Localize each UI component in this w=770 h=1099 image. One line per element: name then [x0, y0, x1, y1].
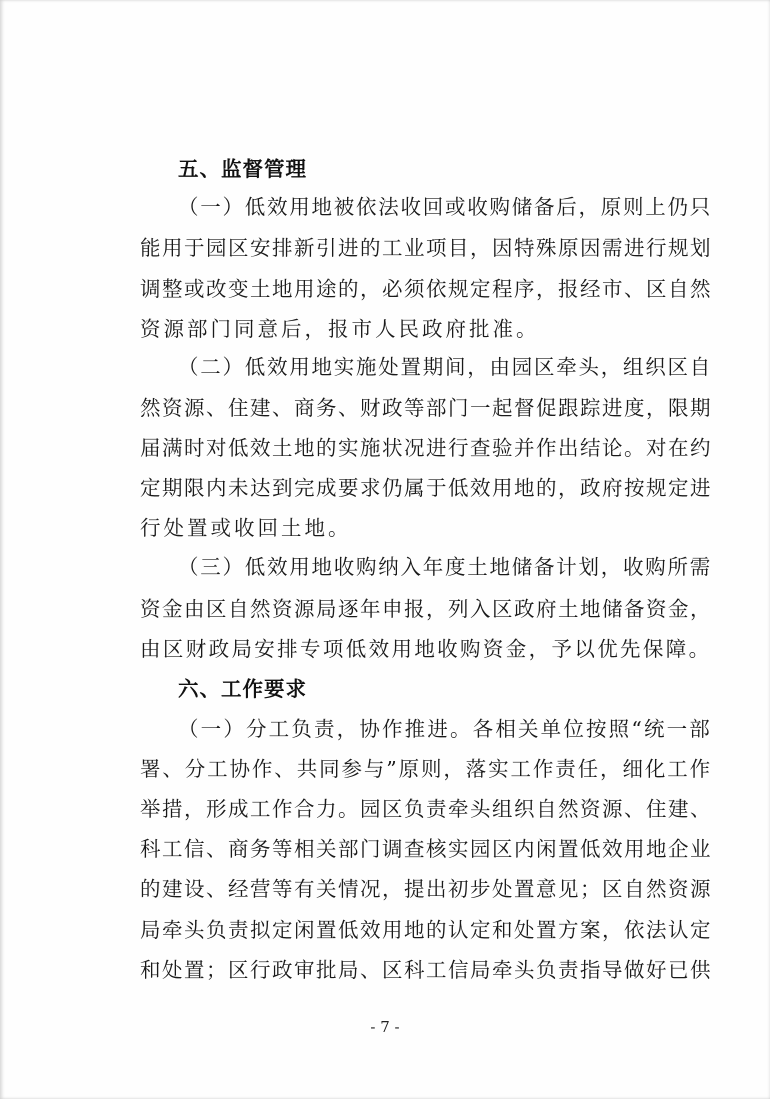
paragraph-line: 行处置或收回土地。	[140, 516, 352, 540]
paragraph-line: 然资源、住建、商务、财政等部门一起督促跟踪进度，限期	[140, 396, 712, 420]
paragraph-line: 调整或改变土地用途的，必须依规定程序，报经市、区自然	[140, 277, 712, 301]
paragraph-line: 举措，形成工作合力。园区负责牵头组织自然资源、住建、	[140, 797, 712, 821]
paragraph-line: 资源部门同意后，报市人民政府批准。	[140, 317, 540, 341]
paragraph-line: 署、分工协作、共同参与”原则，落实工作责任，细化工作	[140, 757, 712, 781]
paragraph-line: 资金由区自然资源局逐年申报，列入区政府土地储备资金，	[140, 597, 712, 621]
paragraph-line: （二）低效用地实施处置期间，由园区牵头，组织区自	[178, 355, 712, 379]
paragraph-line: 科工信、商务等相关部门调查核实园区内闲置低效用地企业	[140, 837, 712, 861]
paragraph-line: （一）低效用地被依法收回或收购储备后，原则上仍只	[178, 195, 712, 219]
section-heading-supervision: 五、监督管理	[178, 157, 307, 181]
page-number: - 7 -	[370, 1018, 400, 1036]
paragraph-line: 届满时对低效土地的实施状况进行查验并作出结论。对在约	[140, 436, 712, 460]
paragraph-line: 定期限内未达到完成要求仍属于低效用地的，政府按规定进	[140, 476, 712, 500]
paragraph-line: 由区财政局安排专项低效用地收购资金，予以优先保障。	[140, 637, 712, 661]
paragraph-line: （三）低效用地收购纳入年度土地储备计划，收购所需	[178, 555, 712, 579]
paragraph-line: 能用于园区安排新引进的工业项目，因特殊原因需进行规划	[140, 236, 712, 260]
paragraph-line: （一）分工负责，协作推进。各相关单位按照“统一部	[178, 717, 712, 741]
section-heading-work-requirements: 六、工作要求	[178, 677, 307, 701]
paragraph-line: 和处置；区行政审批局、区科工信局牵头负责指导做好已供	[140, 958, 712, 982]
paragraph-line: 局牵头负责拟定闲置低效用地的认定和处置方案，依法认定	[140, 918, 712, 942]
paragraph-line: 的建设、经营等有关情况，提出初步处置意见；区自然资源	[140, 877, 712, 901]
